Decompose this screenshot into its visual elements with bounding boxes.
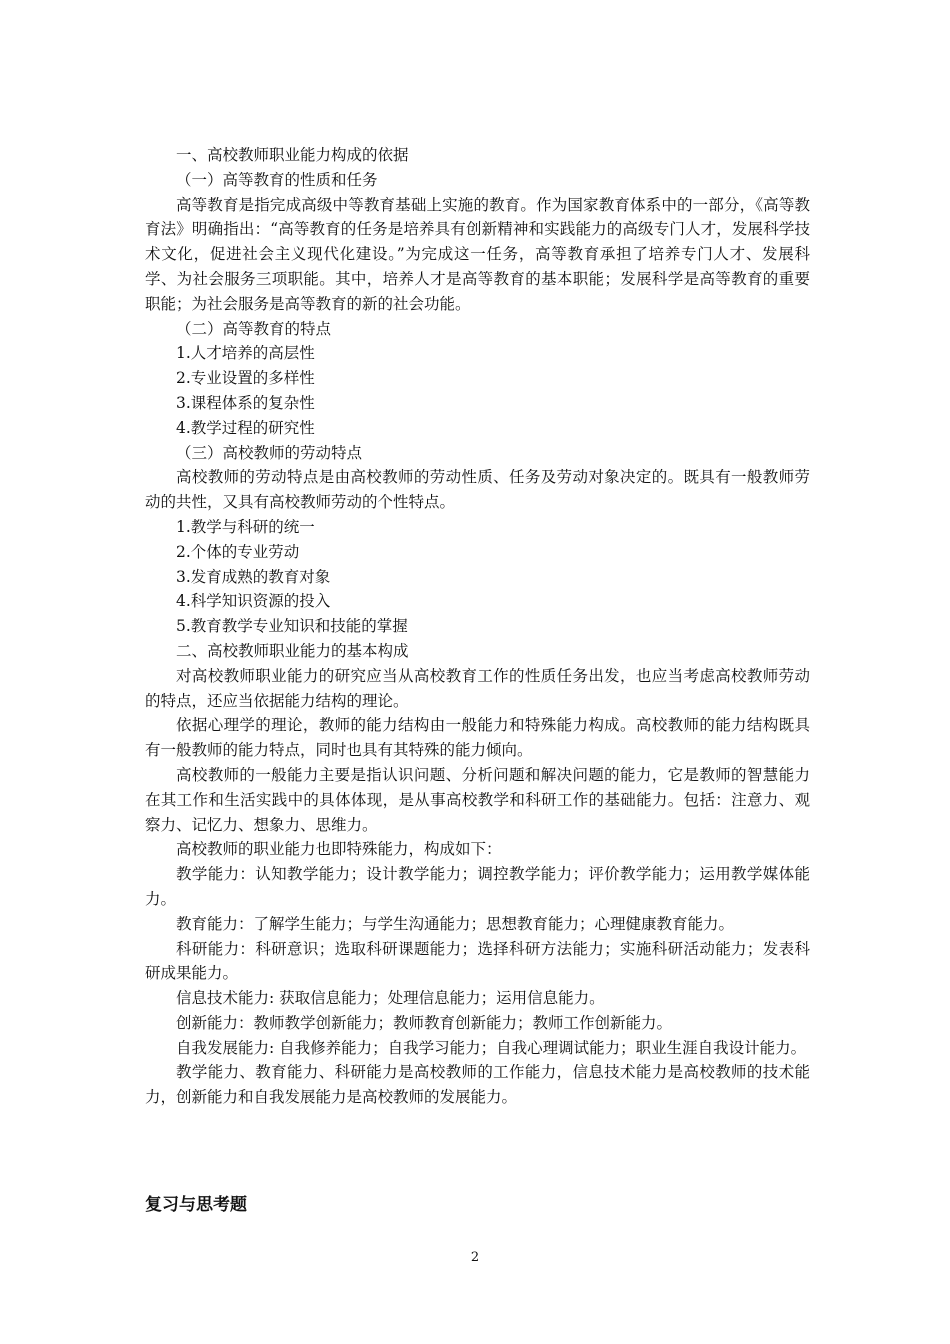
paragraph: 创新能力：教师教学创新能力；教师教育创新能力；教师工作创新能力。 (176, 1013, 673, 1032)
paragraph: 信息技术能力: 获取信息能力；处理信息能力；运用信息能力。 (176, 989, 605, 1008)
page-number: 2 (470, 1250, 480, 1265)
paragraph: 教学能力：认知教学能力；设计教学能力；调控教学能力；评价教学能力；运用教学媒体能力。 (145, 865, 810, 908)
section-heading: 复习与思考题 (145, 1195, 247, 1215)
list-item: 4.教学过程的研究性 (176, 418, 315, 437)
list-item: 1.教学与科研的统一 (176, 517, 315, 536)
paragraph: 对高校教师职业能力的研究应当从高校教育工作的性质任务出发，也应当考虑高校教师劳动的特点，还应当依据能力结构的理论。 (145, 666, 810, 710)
document-body (145, 143, 810, 1110)
list-item: 2.个体的专业劳动 (176, 542, 300, 561)
subheading-1-3: （三）高校教师的劳动特点 (176, 443, 363, 462)
list-item: 4.科学知识资源的投入 (176, 592, 331, 611)
list-item: 3.课程体系的复杂性 (176, 393, 315, 412)
paragraph: 高校教师的劳动特点是由高校教师的劳动性质、任务及劳动对象决定的。既具有一般教师劳动的共性，又具有高校教师劳动的个性特点。 (145, 468, 810, 512)
paragraph: 依据心理学的理论，教师的能力结构由一般能力和特殊能力构成。高校教师的能力结构既具有一般教师的能力特点，同时也具有其特殊的能力倾向。 (145, 716, 810, 760)
paragraph: 教学能力、教育能力、科研能力是高校教师的工作能力，信息技术能力是高校教师的技术能力，创新能力和自我发展能力是高校教师的发展能力。 (145, 1063, 810, 1107)
list-item: 1.人才培养的高层性 (176, 344, 315, 363)
paragraph: 科研能力：科研意识；选取科研课题能力；选择科研方法能力；实施科研活动能力；发表科研成果能力。 (145, 939, 810, 983)
list-item: 3.发育成熟的教育对象 (176, 567, 331, 586)
subheading-1-1: （一）高等教育的性质和任务 (176, 170, 378, 189)
paragraph: 高等教育是指完成高级中等教育基础上实施的教育。作为国家教育体系中的一部分，《高等教育法》明确指出：“高等教育的任务是培养具有创新精神和实践能力的高级专门人才，发展科学技术文化，促进社会主义现代化建设。”为完成这一任务，高等教育承担了培养专门人才、发展科学、为社会服务三项职能。其中，培养人才是高等教育的基本职能；发展科学是高等教育的重要职能；为社会服务是高等教育的新的社会功能。 (145, 195, 810, 313)
paragraph: 高校教师的一般能力主要是指认识问题、分析问题和解决问题的能力，它是教师的智慧能力在其工作和生活实践中的具体体现，是从事高校教学和科研工作的基础能力。包括：注意力、观察力、记忆力、想象力、思维力。 (145, 765, 810, 834)
list-item: 2.专业设置的多样性 (176, 369, 315, 388)
paragraph: 教育能力：了解学生能力；与学生沟通能力；思想教育能力；心理健康教育能力。 (176, 914, 735, 933)
heading-1: 一、高校教师职业能力构成的依据 (176, 146, 409, 164)
paragraph: 自我发展能力: 自我修养能力；自我学习能力；自我心理调试能力；职业生涯自我设计能力。 (176, 1038, 807, 1057)
subheading-1-2: （二）高等教育的特点 (176, 319, 332, 338)
heading-2: 二、高校教师职业能力的基本构成 (176, 641, 409, 660)
paragraph: 高校教师的职业能力也即特殊能力，构成如下： (176, 840, 502, 859)
list-item: 5.教育教学专业知识和技能的掌握 (176, 617, 408, 636)
